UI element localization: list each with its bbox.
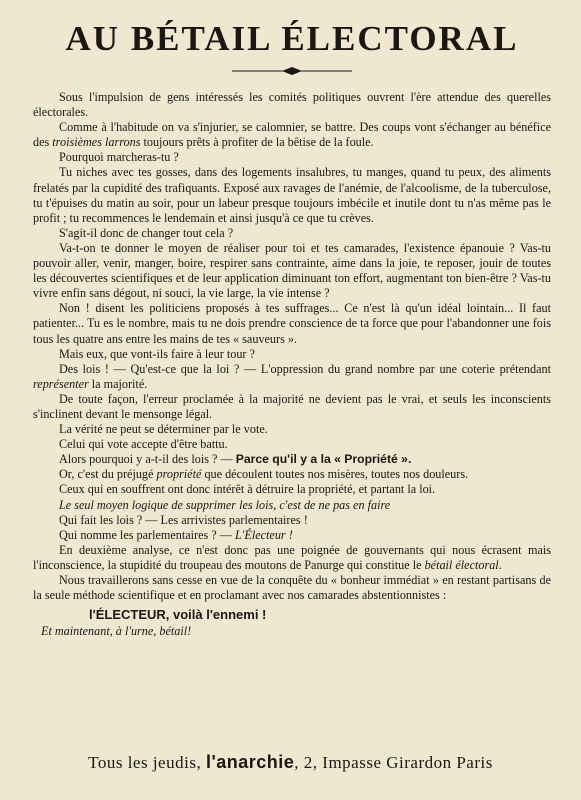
emphasis: propriété xyxy=(156,467,202,482)
text-run: Mais eux, que vont-ils faire à leur tour ? xyxy=(59,346,255,361)
emphasis: L'Électeur ! xyxy=(235,527,293,542)
paragraph-13 xyxy=(33,452,551,467)
paragraph-16 xyxy=(33,498,551,513)
text-run: Pourquoi marcheras-tu ? xyxy=(59,150,179,165)
paragraph-14 xyxy=(33,467,551,482)
paragraph-19 xyxy=(33,543,551,573)
text-run: La vérité ne peut se déterminer par le vote. xyxy=(59,422,268,437)
paragraph-10 xyxy=(33,392,551,422)
text-run: Des lois ! — Qu'est-ce que la loi ? — L'oppression du grand nombre par une coterie prétendant xyxy=(59,361,551,376)
text-run: Ceux qui en souffrent ont donc intérêt à détruire la propriété, et partant la loi. xyxy=(59,482,436,497)
text-run: Or, c'est du préjugé xyxy=(59,467,157,482)
paragraph-1 xyxy=(33,90,551,120)
poster-title: AU BÉTAIL ÉLECTORAL xyxy=(65,19,519,58)
text-run: Non ! disent les politiciens proposés à tes suffrages... Ce n'est là qu'un idéal lointain... Il faut patienter... Tu es le nombre, mais tu ne dois prendre conscience de ta force que pour l'abandonner une fois tous les quatre ans entre les mains de tes « sauveurs ». xyxy=(33,301,551,346)
text-run: la majorité. xyxy=(88,376,148,391)
text-run: Alors pourquoi y a-t-il des lois ? — xyxy=(59,452,236,467)
text-run: Qui nomme les parlementaires ? — xyxy=(59,527,235,542)
text-run: Nous travaillerons sans cesse en vue de la conquête du « bonheur immédiat » en restant partisans de la seule méthode scientifique et en proclamant avec nos camarades abstentionnistes : xyxy=(33,573,551,603)
paragraph-11 xyxy=(33,422,551,437)
footer-line xyxy=(0,752,581,773)
footer-text: Tous les jeudis, xyxy=(88,753,206,772)
text-run: Va-t-on te donner le moyen de réaliser pour toi et tes camarades, l'existence épanouie ? Vas-tu pouvoir aller, venir, manger, boire, respirer sans contrainte, aime dans la joie, te reposer, jouir de toutes les découvertes scientifiques et de leur application diminuant ton effort, augmentant ton bien-être ? Vas-tu vivre enfin sans dégout, ni souci, la vie large, la vie intense ? xyxy=(33,240,551,301)
paragraph-18 xyxy=(33,528,551,543)
text-run: Sous l'impulsion de gens intéressés les comités politiques ouvrent l'ère attendue des querelles électorales. xyxy=(33,90,551,120)
text-run: Qui fait les lois ? — Les arrivistes parlementaires ! xyxy=(59,512,308,527)
emphasis: troisièmes larrons xyxy=(52,135,141,150)
body-text xyxy=(33,90,551,639)
paragraph-4 xyxy=(33,165,551,225)
paragraph-20 xyxy=(33,573,551,603)
closing-line: Et maintenant, à l'urne, bétail! xyxy=(41,624,192,639)
emphasis: bétail électoral xyxy=(424,557,499,572)
text-run: En deuxième analyse, ce n'est donc pas une poignée de gouvernants qui nous écrasent mais l'inconscience, la stupidité du troupeau des moutons de Panurge qui constitue le xyxy=(33,542,551,572)
text-run: Celui qui vote accepte d'être battu. xyxy=(59,437,228,452)
text-run: S'agit-il donc de changer tout cela ? xyxy=(59,225,234,240)
title-ornament xyxy=(232,66,352,76)
text-run: que découlent toutes nos misères, toutes nos douleurs. xyxy=(201,467,469,482)
newspaper-name: l'anarchie xyxy=(205,752,295,772)
electeur-slogan: l'ÉLECTEUR, voilà l'ennemi ! xyxy=(89,607,267,623)
text-run: toujours prêts à profiter de la bêtise de la foule. xyxy=(140,135,374,150)
paragraph-3 xyxy=(33,150,551,165)
paragraph-12 xyxy=(33,437,551,452)
paragraph-2 xyxy=(33,120,551,150)
text-run: . xyxy=(498,557,502,572)
paragraph-5 xyxy=(33,226,551,241)
text-run: Comme à l'habitude on va s'injurier, se calomnier, se battre. Des coups vont s'échanger au bénéfice des xyxy=(33,120,551,150)
bold-phrase: Parce qu'il y a la « Propriété ». xyxy=(235,452,412,467)
paragraph-6 xyxy=(33,241,551,301)
emphasis: Le seul moyen logique de supprimer les lois, c'est de ne pas en faire xyxy=(59,497,391,512)
paragraph-9 xyxy=(33,362,551,392)
paragraph-8 xyxy=(33,347,551,362)
paragraph-17 xyxy=(33,513,551,528)
text-run: De toute façon, l'erreur proclamée à la majorité ne devient pas le vrai, et seuls les inconscients s'inclinent devant le mensonge légal. xyxy=(33,391,551,421)
paragraph-15 xyxy=(33,482,551,497)
text-run: Tu niches avec tes gosses, dans des logements insalubres, tu manges, quand tu peux, des aliments frelatés par la cupidité des trafiquants. Exposé aux ravages de l'anémie, de l'alcoolisme, de la tuberculose, tu t'épuises du matin au soir, pour un labeur presque toujours imbécile et inutile dont tu n'as même pas le profit ; tu recommences le lendemain et ainsi jusqu'à ce que tu crèves. xyxy=(33,165,551,225)
paragraph-7 xyxy=(33,301,551,346)
footer-address: , 2, Impasse Girardon Paris xyxy=(294,753,493,772)
emphasis: représenter xyxy=(33,376,89,391)
